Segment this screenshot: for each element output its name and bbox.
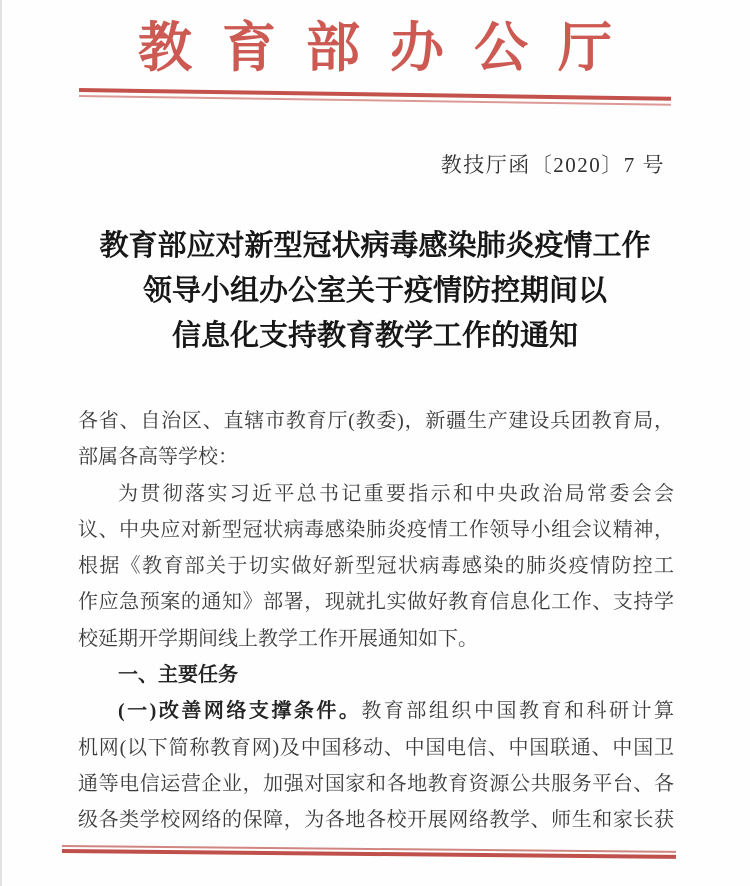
body-line: 各省、自治区、直辖市教育厅(教委)，新疆生产建设兵团教育局， (78, 410, 674, 432)
body-line: 根据《教育部关于切实做好新型冠状病毒感染的肺炎疫情防控工 (78, 555, 674, 578)
agency-letterhead: 教育部办公厅 (138, 18, 642, 78)
title-line: 领导小组办公室关于疫情防控期间以 (142, 275, 607, 307)
paragraph-lead: (一)改善网络支撑条件。 (118, 700, 362, 723)
section-heading: 一、主要任务 (118, 664, 238, 687)
body-line: 议、中央应对新型冠状病毒感染肺炎疫情工作领导小组会议精神， (78, 518, 674, 541)
body-line: (一)改善网络支撑条件。教育部组织中国教育和科研计算 (118, 700, 674, 723)
body-line: 通等电信运营企业，加强对国家和各地教育资源公共服务平台、各 (78, 772, 674, 795)
letterhead-rule (79, 88, 671, 106)
body-line: 级各类学校网络的保障，为各地各校开展网络教学、师生和家长获 (78, 809, 674, 832)
body-line: 部属各高等学校： (78, 446, 238, 469)
body-line: 作应急预案的通知》部署，现就扎实做好教育信息化工作、支持学 (78, 591, 674, 614)
title-line: 信息化支持教育教学工作的通知 (171, 320, 578, 352)
body-line: 校延期开学期间线上教学工作开展通知如下。 (78, 627, 478, 650)
title-line: 教育部应对新型冠状病毒感染肺炎疫情工作 (99, 230, 651, 262)
footer-rule (62, 845, 676, 859)
document-title (40, 224, 710, 359)
document-body (78, 403, 674, 839)
doc-number: 教技厅函〔2020〕7 号 (440, 153, 665, 177)
body-line: 机网(以下简称教育网)及中国移动、中国电信、中国联通、中国卫 (78, 736, 674, 759)
body-line: 为贯彻落实习近平总书记重要指示和中央政治局常委会会 (118, 482, 674, 505)
scan-edge-artifact (0, 0, 2, 886)
